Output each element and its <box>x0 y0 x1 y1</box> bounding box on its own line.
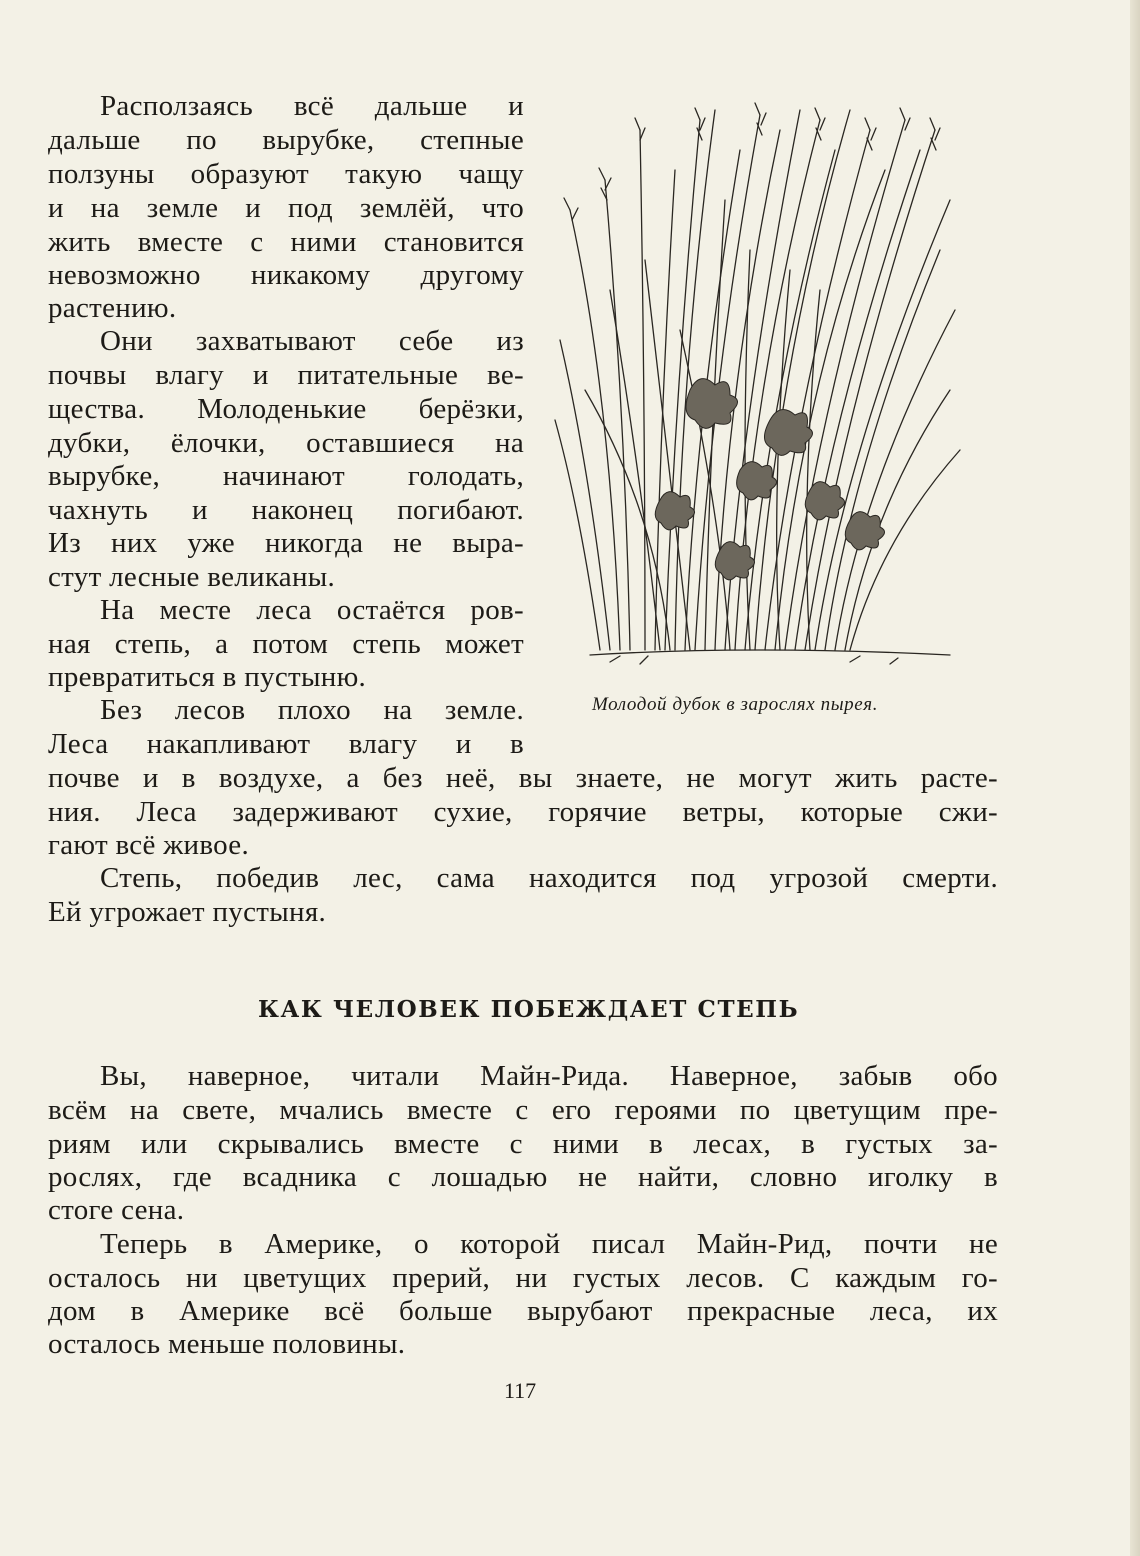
text-line: Расползаясь всё дальше и <box>100 90 524 122</box>
text-line: Вы, наверное, читали Майн-Рида. Наверное, забыв обо <box>100 1060 998 1092</box>
text-line: ползуны образуют такую чащу <box>48 158 524 190</box>
text-line: ная степь, а потом степь может <box>48 628 524 660</box>
text-line: вырубке, начинают голодать, <box>48 460 524 492</box>
text-line: ния. Леса задерживают сухие, горячие ветры, которые сжи- <box>48 796 998 828</box>
text-line: почве и в воздухе, а без неё, вы знаете, не могут жить расте- <box>48 762 998 794</box>
text-line: Теперь в Америке, о которой писал Майн-Рид, почти не <box>100 1228 998 1260</box>
text-line: стоге сена. <box>48 1194 185 1226</box>
text-line: осталось ни цветущих прерий, ни густых лесов. С каждым го- <box>48 1262 998 1294</box>
text-line: Из них уже никогда не выра- <box>48 527 524 559</box>
text-line: рослях, где всадника с лошадью не найти, словно иголку в <box>48 1161 998 1193</box>
text-line: щества. Молоденькие берёзки, <box>48 393 524 425</box>
text-line: гают всё живое. <box>48 829 250 861</box>
page-number: 117 <box>504 1378 537 1403</box>
text-line: Они захватывают себе из <box>100 325 524 357</box>
page-edge <box>1130 0 1140 1556</box>
text-line: риям или скрывались вместе с ними в лесах, в густых за- <box>48 1128 998 1160</box>
text-line: На месте леса остаётся ров- <box>100 594 524 626</box>
text-line: растению. <box>48 292 177 324</box>
text-line: дом в Америке всё больше вырубают прекрасные леса, их <box>48 1295 998 1327</box>
text-line: стут лесные великаны. <box>48 561 336 593</box>
text-line: Леса накапливают влагу и в <box>48 728 524 760</box>
text-line: Ей угрожает пустыня. <box>48 896 327 928</box>
text-line: превратиться в пустыню. <box>48 661 367 693</box>
text-line: Без лесов плохо на земле. <box>100 694 524 726</box>
text-line: почвы влагу и питательные ве- <box>48 359 524 391</box>
grass-illustration-icon <box>550 90 970 690</box>
section-heading: КАК ЧЕЛОВЕК ПОБЕЖДАЕТ СТЕПЬ <box>258 996 800 1023</box>
text-line: дальше по вырубке, степные <box>48 124 524 156</box>
text-line: и на земле и под землёй, что <box>48 192 524 224</box>
text-line: осталось меньше половины. <box>48 1328 406 1360</box>
text-line: всём на свете, мчались вместе с его героями по цветущим пре- <box>48 1094 998 1126</box>
text-line: чахнуть и наконец погибают. <box>48 494 524 526</box>
figure-caption: Молодой дубок в зарослях пырея. <box>592 694 879 715</box>
text-line: Степь, победив лес, сама находится под угрозой смерти. <box>100 862 998 894</box>
text-line: жить вместе с ними становится <box>48 226 524 258</box>
text-line: дубки, ёлочки, оставшиеся на <box>48 427 524 459</box>
text-line: невозможно никакому другому <box>48 259 524 291</box>
